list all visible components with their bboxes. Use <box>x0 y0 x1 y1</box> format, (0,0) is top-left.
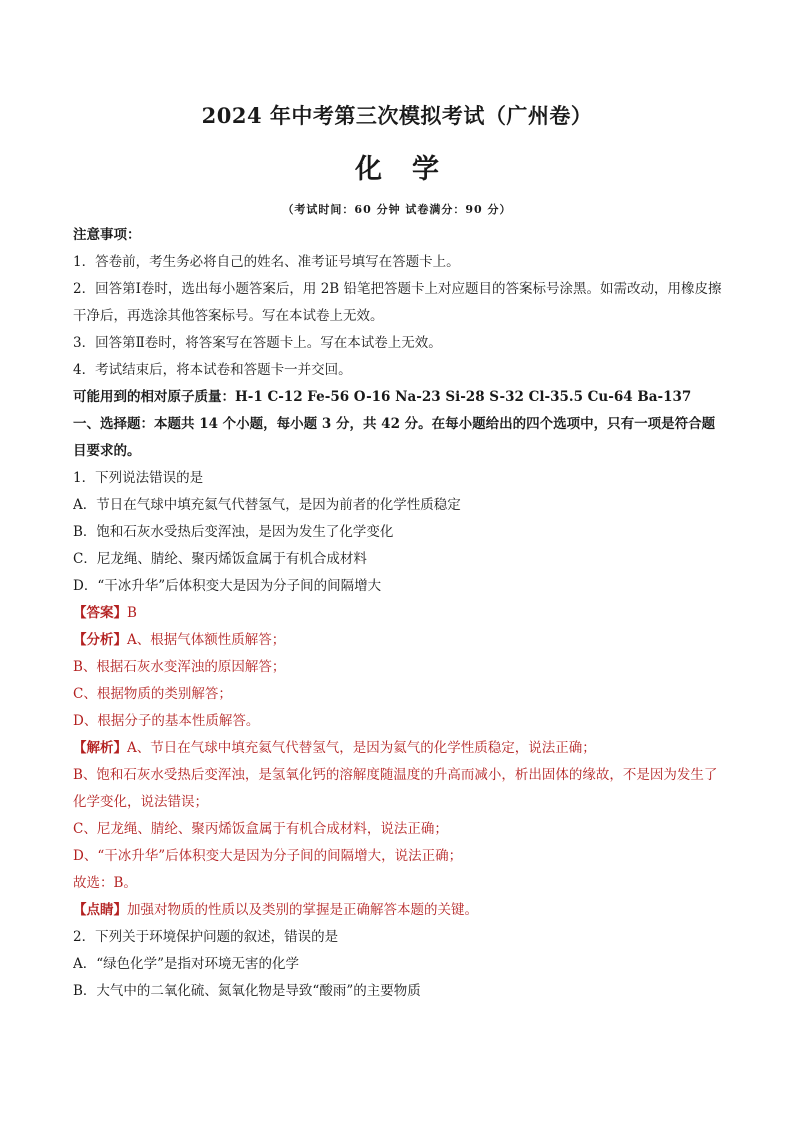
point-text: 加强对物质的性质以及类别的掌握是正确解答本题的关键。 <box>127 902 478 918</box>
analysis-line: B、根据石灰水变浑浊的原因解答； <box>73 659 286 675</box>
point-line <box>73 897 723 924</box>
analysis-tag: 【分析】 <box>73 632 127 648</box>
option-b: B．大气中的二氧化硫、氮氧化物是导致“酸雨”的主要物质 <box>73 983 421 999</box>
notes-heading: 注意事项： <box>73 227 141 243</box>
option-c: C．尼龙绳、腈纶、聚丙烯饭盒属于有机合成材料 <box>73 551 367 567</box>
analysis-text: A、根据气体额性质解答； <box>127 632 286 648</box>
question-stem: 2．下列关于环境保护问题的叙述，错误的是 <box>73 929 339 945</box>
answer-line <box>73 600 723 627</box>
point-tag: 【点睛】 <box>73 902 127 918</box>
note-item: 4．考试结束后，将本试卷和答题卡一并交回。 <box>73 362 352 378</box>
answer-value: B <box>127 605 137 621</box>
option-a: A．节日在气球中填充氦气代替氢气，是因为前者的化学性质稳定 <box>73 497 461 513</box>
note-item: 2．回答第Ⅰ卷时，选出每小题答案后，用 2B 铅笔把答题卡上对应题目的答案标号涂黑。如需改动，用橡皮擦干净后，再选涂其他答案标号。写在本试卷上无效。 <box>73 281 722 324</box>
subject-title: 化学 <box>355 154 469 185</box>
exam-title: 2024 年中考第三次模拟考试（广州卷） <box>201 103 593 128</box>
explain-line <box>73 735 723 762</box>
note-item: 3．回答第Ⅱ卷时，将答案写在答题卡上。写在本试卷上无效。 <box>73 335 442 351</box>
option-d: D．“干冰升华”后体积变大是因为分子间的间隔增大 <box>73 578 382 594</box>
explain-line: B、饱和石灰水受热后变浑浊，是氢氧化钙的溶解度随温度的升高而减小，析出固体的缘故，不是因为发生了化学变化，说法错误； <box>73 767 718 810</box>
choice-line: 故选：B。 <box>73 875 137 891</box>
explain-line: D、“干冰升华”后体积变大是因为分子间的间隔增大，说法正确； <box>73 848 463 864</box>
section-intro: 一、选择题：本题共 14 个小题，每小题 3 分，共 42 分。在每小题给出的四个选项中，只有一项是符合题目要求的。 <box>73 416 716 459</box>
analysis-line: C、根据物质的类别解答； <box>73 686 232 702</box>
explain-line: C、尼龙绳、腈纶、聚丙烯饭盒属于有机合成材料，说法正确； <box>73 821 448 837</box>
atomic-masses: 可能用到的相对原子质量：H-1 C-12 Fe-56 O-16 Na-23 Si-28 S-32 Cl-35.5 Cu-64 Ba-137 <box>73 389 692 405</box>
exam-info: （考试时间：60 分钟 试卷满分：90 分） <box>282 203 512 216</box>
explain-tag: 【解析】 <box>73 740 127 756</box>
option-a: A．“绿色化学”是指对环境无害的化学 <box>73 956 300 972</box>
option-b: B．饱和石灰水受热后变浑浊，是因为发生了化学变化 <box>73 524 394 540</box>
analysis-line: D、根据分子的基本性质解答。 <box>73 713 260 729</box>
explain-text: A、节日在气球中填充氦气代替氢气，是因为氦气的化学性质稳定，说法正确； <box>127 740 596 756</box>
note-item: 1．答卷前，考生务必将自己的姓名、准考证号填写在答题卡上。 <box>73 254 460 270</box>
answer-tag: 【答案】 <box>73 605 127 621</box>
exam-body <box>73 222 723 1005</box>
question-stem: 1．下列说法错误的是 <box>73 470 204 486</box>
analysis-line <box>73 627 723 654</box>
